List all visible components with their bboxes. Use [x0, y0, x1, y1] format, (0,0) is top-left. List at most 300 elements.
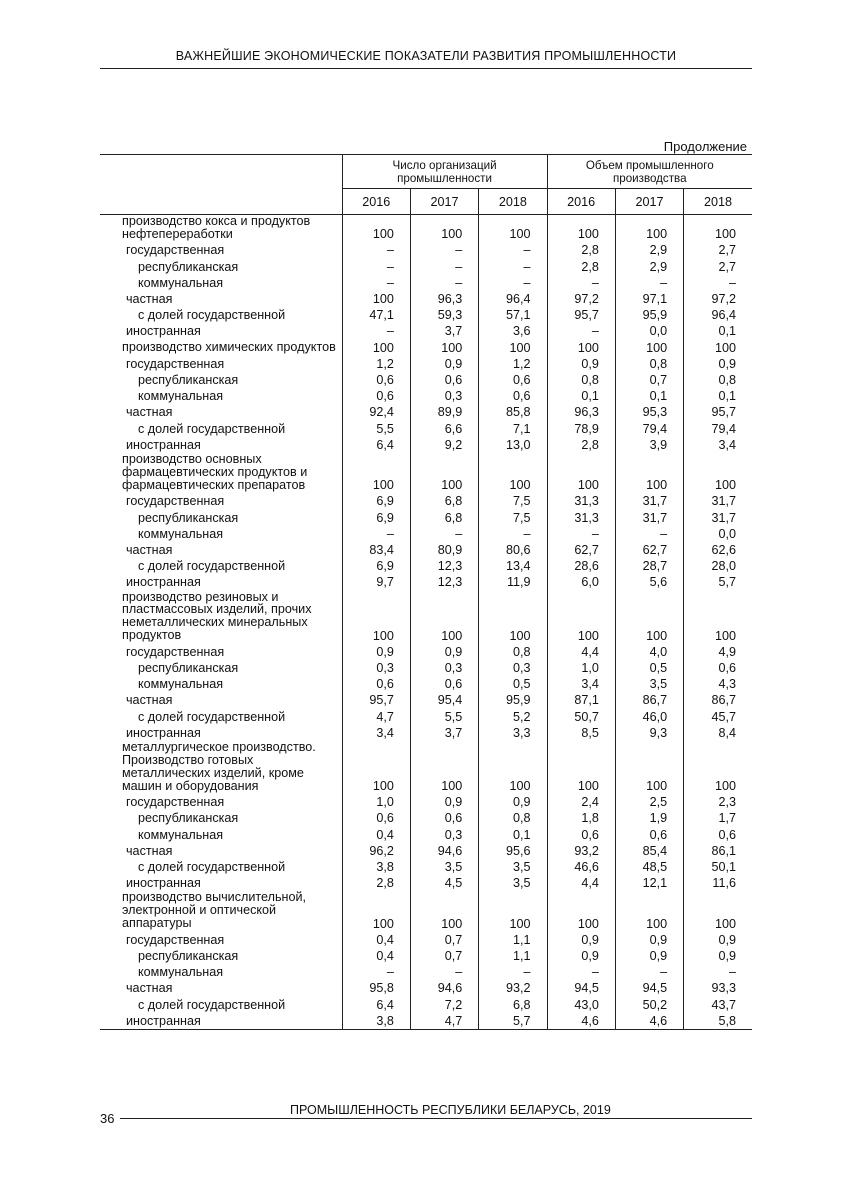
value-cell: 2,9 [615, 242, 683, 258]
value-cell: 0,9 [684, 356, 752, 372]
value-cell: 0,3 [342, 660, 410, 676]
value-cell: 31,7 [615, 493, 683, 509]
value-cell: – [615, 964, 683, 980]
value-cell: 3,7 [410, 323, 478, 339]
section-row [100, 891, 752, 931]
value-cell: 0,1 [547, 388, 615, 404]
value-cell: 1,0 [342, 794, 410, 810]
row-label: государственная [126, 932, 225, 947]
value-cell: 7,2 [410, 997, 478, 1013]
value-cell: – [684, 964, 752, 980]
value-cell: 100 [684, 591, 752, 644]
value-cell: 46,6 [547, 859, 615, 875]
value-cell: 2,8 [342, 875, 410, 891]
row-label: с долей государственной [138, 421, 286, 436]
value-cell: – [342, 323, 410, 339]
value-cell: 13,0 [479, 437, 547, 453]
value-cell: 95,9 [615, 307, 683, 323]
table-row [100, 794, 752, 810]
value-cell: 13,4 [479, 558, 547, 574]
value-cell: 5,8 [684, 1013, 752, 1030]
value-cell: 7,1 [479, 421, 547, 437]
value-cell: 95,4 [410, 692, 478, 708]
value-cell: 46,0 [615, 709, 683, 725]
value-cell: 1,9 [615, 810, 683, 826]
value-cell: 2,8 [547, 242, 615, 258]
value-cell: 97,1 [615, 291, 683, 307]
value-cell: 0,8 [615, 356, 683, 372]
value-cell: 12,3 [410, 558, 478, 574]
value-cell: 31,7 [684, 493, 752, 509]
value-cell: 100 [547, 453, 615, 493]
value-cell: 100 [547, 340, 615, 356]
industry-indicators-table [100, 154, 752, 1030]
value-cell: 5,2 [479, 709, 547, 725]
row-label: иностранная [126, 324, 201, 339]
value-cell: 0,9 [547, 948, 615, 964]
row-label: с долей государственной [138, 709, 286, 724]
value-cell: 100 [410, 591, 478, 644]
row-label: иностранная [126, 725, 201, 740]
value-cell: 100 [547, 591, 615, 644]
value-cell: 0,8 [684, 372, 752, 388]
row-label: иностранная [126, 876, 201, 891]
value-cell: 0,1 [479, 827, 547, 843]
value-cell: 9,3 [615, 725, 683, 741]
value-cell: 0,9 [342, 644, 410, 660]
value-cell: 100 [684, 741, 752, 794]
value-cell: 6,8 [410, 493, 478, 509]
row-label: частная [126, 292, 173, 307]
value-cell: 1,1 [479, 948, 547, 964]
table-row [100, 875, 752, 891]
value-cell: 97,2 [547, 291, 615, 307]
year-header: 2018 [479, 189, 547, 215]
value-cell: 100 [342, 215, 410, 243]
section-label: производство вычислительной, электронной и оптической аппаратуры [122, 890, 307, 931]
value-cell: 0,3 [410, 660, 478, 676]
section-row [100, 215, 752, 243]
value-cell: 96,4 [684, 307, 752, 323]
table-row [100, 510, 752, 526]
table-row [100, 307, 752, 323]
value-cell: 1,2 [479, 356, 547, 372]
value-cell: 4,5 [410, 875, 478, 891]
value-cell: – [615, 526, 683, 542]
value-cell: 2,5 [615, 794, 683, 810]
value-cell: 31,3 [547, 510, 615, 526]
value-cell: 0,1 [615, 388, 683, 404]
value-cell: 100 [615, 340, 683, 356]
row-label: государственная [126, 644, 225, 659]
year-header: 2017 [615, 189, 683, 215]
value-cell: 89,9 [410, 404, 478, 420]
value-cell: 0,6 [615, 827, 683, 843]
value-cell: 12,3 [410, 574, 478, 590]
section-label: производство основных фармацевтических продуктов и фармацевтических препаратов [122, 452, 308, 492]
row-label: коммунальная [138, 526, 224, 541]
value-cell: 62,6 [684, 542, 752, 558]
table-row [100, 323, 752, 339]
value-cell: 0,7 [410, 948, 478, 964]
value-cell: 94,5 [615, 980, 683, 996]
table-body [100, 215, 752, 1030]
table-row [100, 980, 752, 996]
value-cell: 28,0 [684, 558, 752, 574]
table-row [100, 356, 752, 372]
value-cell: 3,5 [479, 859, 547, 875]
value-cell: 4,7 [410, 1013, 478, 1030]
value-cell: 95,9 [479, 692, 547, 708]
value-cell: 47,1 [342, 307, 410, 323]
value-cell: 3,9 [615, 437, 683, 453]
value-cell: 100 [479, 741, 547, 794]
value-cell: 100 [479, 340, 547, 356]
value-cell: 0,9 [684, 948, 752, 964]
value-cell: 31,3 [547, 493, 615, 509]
page-number: 36 [100, 1111, 115, 1126]
value-cell: 3,3 [479, 725, 547, 741]
value-cell: – [410, 259, 478, 275]
value-cell: 100 [684, 215, 752, 243]
row-label: с долей государственной [138, 997, 286, 1012]
value-cell: 79,4 [684, 421, 752, 437]
value-cell: – [479, 526, 547, 542]
table-row [100, 574, 752, 590]
value-cell: 6,8 [410, 510, 478, 526]
row-label: с долей государственной [138, 860, 286, 875]
row-label: иностранная [100, 1013, 342, 1030]
value-cell: 57,1 [479, 307, 547, 323]
value-cell: 28,6 [547, 558, 615, 574]
value-cell: 100 [547, 891, 615, 931]
row-label: частная [126, 693, 173, 708]
value-cell: 100 [684, 891, 752, 931]
value-cell: 12,1 [615, 875, 683, 891]
value-cell: 0,8 [479, 810, 547, 826]
value-cell: 100 [615, 215, 683, 243]
value-cell: 0,9 [547, 932, 615, 948]
year-header: 2018 [684, 189, 752, 215]
value-cell: 6,9 [342, 558, 410, 574]
value-cell: 3,5 [479, 875, 547, 891]
value-cell: 80,6 [479, 542, 547, 558]
table-row [100, 404, 752, 420]
value-cell: 0,1 [684, 323, 752, 339]
value-cell: 100 [615, 741, 683, 794]
table-row [100, 810, 752, 826]
row-label: государственная [126, 356, 225, 371]
value-cell: 62,7 [547, 542, 615, 558]
row-label: государственная [126, 795, 225, 810]
value-cell: 100 [479, 591, 547, 644]
value-cell: 0,6 [342, 388, 410, 404]
row-label: коммунальная [138, 389, 224, 404]
value-cell: 95,7 [684, 404, 752, 420]
value-cell: 7,5 [479, 510, 547, 526]
value-cell: 78,9 [547, 421, 615, 437]
value-cell: 100 [479, 215, 547, 243]
value-cell: 50,2 [615, 997, 683, 1013]
value-cell: 6,6 [410, 421, 478, 437]
value-cell: – [410, 964, 478, 980]
row-label: частная [126, 405, 173, 420]
value-cell: 0,6 [479, 372, 547, 388]
row-label: коммунальная [138, 275, 224, 290]
row-label: республиканская [138, 510, 239, 525]
table-row [100, 372, 752, 388]
value-cell: 2,8 [547, 259, 615, 275]
value-cell: – [479, 259, 547, 275]
value-cell: 0,6 [547, 827, 615, 843]
value-cell: – [615, 275, 683, 291]
value-cell: 0,5 [479, 676, 547, 692]
value-cell: 2,4 [547, 794, 615, 810]
value-cell: 43,0 [547, 997, 615, 1013]
section-label: производство резиновых и пластмассовых изделий, прочих неметаллических минеральных продуктов [122, 589, 312, 643]
table-row [100, 558, 752, 574]
section-label: производство кокса и продуктов нефтепереработки [122, 214, 311, 241]
table-row [100, 843, 752, 859]
table-row [100, 242, 752, 258]
value-cell: – [342, 259, 410, 275]
value-cell: 6,0 [547, 574, 615, 590]
value-cell: 4,6 [547, 1013, 615, 1030]
value-cell: 4,3 [684, 676, 752, 692]
value-cell: 50,7 [547, 709, 615, 725]
value-cell: 100 [410, 891, 478, 931]
value-cell: 4,4 [547, 875, 615, 891]
value-cell: 62,7 [615, 542, 683, 558]
value-cell: 1,2 [342, 356, 410, 372]
value-cell: 0,8 [547, 372, 615, 388]
value-cell: 2,7 [684, 242, 752, 258]
value-cell: 94,5 [547, 980, 615, 996]
value-cell: 0,9 [479, 794, 547, 810]
value-cell: – [547, 275, 615, 291]
year-header: 2016 [547, 189, 615, 215]
value-cell: 0,9 [547, 356, 615, 372]
value-cell: 0,6 [342, 810, 410, 826]
row-label: республиканская [138, 373, 239, 388]
value-cell: 95,6 [479, 843, 547, 859]
value-cell: 5,5 [342, 421, 410, 437]
running-title: ВАЖНЕЙШИЕ ЭКОНОМИЧЕСКИЕ ПОКАЗАТЕЛИ РАЗВИТИЯ ПРОМЫШЛЕННОСТИ [175, 49, 677, 63]
value-cell: 0,6 [342, 372, 410, 388]
row-label: коммунальная [138, 965, 224, 980]
value-cell: 95,7 [547, 307, 615, 323]
value-cell: 0,6 [342, 676, 410, 692]
value-cell: 3,8 [342, 1013, 410, 1030]
section-row [100, 591, 752, 644]
value-cell: 0,4 [342, 932, 410, 948]
table-row [100, 421, 752, 437]
value-cell: 100 [342, 340, 410, 356]
section-row [100, 741, 752, 794]
value-cell: 31,7 [684, 510, 752, 526]
value-cell: 1,8 [547, 810, 615, 826]
value-cell: 5,7 [479, 1013, 547, 1030]
value-cell: 0,6 [410, 676, 478, 692]
value-cell: 6,9 [342, 493, 410, 509]
value-cell: 80,9 [410, 542, 478, 558]
value-cell: 86,1 [684, 843, 752, 859]
value-cell: 11,6 [684, 875, 752, 891]
value-cell: 4,0 [615, 644, 683, 660]
value-cell: 3,5 [615, 676, 683, 692]
value-cell: 93,2 [547, 843, 615, 859]
table-row [100, 709, 752, 725]
table-row [100, 259, 752, 275]
table-row [100, 859, 752, 875]
value-cell: 86,7 [615, 692, 683, 708]
value-cell: 3,4 [684, 437, 752, 453]
value-cell: 45,7 [684, 709, 752, 725]
table-row [100, 526, 752, 542]
value-cell: 87,1 [547, 692, 615, 708]
table-row [100, 964, 752, 980]
value-cell: 3,7 [410, 725, 478, 741]
value-cell: 11,9 [479, 574, 547, 590]
table-row [100, 388, 752, 404]
value-cell: 100 [615, 453, 683, 493]
value-cell: 0,6 [684, 660, 752, 676]
value-cell: 0,8 [479, 644, 547, 660]
value-cell: – [342, 964, 410, 980]
value-cell: 0,0 [615, 323, 683, 339]
value-cell: 48,5 [615, 859, 683, 875]
stub-header [100, 155, 342, 215]
value-cell: 96,3 [547, 404, 615, 420]
value-cell: – [547, 526, 615, 542]
value-cell: – [547, 964, 615, 980]
row-label: республиканская [138, 661, 239, 675]
value-cell: 1,0 [547, 660, 615, 676]
value-cell: 6,8 [479, 997, 547, 1013]
value-cell: 4,6 [615, 1013, 683, 1030]
value-cell: 100 [342, 453, 410, 493]
row-label: государственная [126, 494, 225, 509]
row-label: республиканская [138, 811, 239, 826]
value-cell: 0,3 [410, 388, 478, 404]
value-cell: 5,7 [684, 574, 752, 590]
value-cell: 96,2 [342, 843, 410, 859]
table-row [100, 437, 752, 453]
value-cell: 9,7 [342, 574, 410, 590]
value-cell: 3,8 [342, 859, 410, 875]
value-cell: 2,7 [684, 259, 752, 275]
year-header: 2017 [410, 189, 478, 215]
value-cell: 8,5 [547, 725, 615, 741]
row-label: частная [126, 981, 173, 996]
row-label: республиканская [138, 259, 239, 274]
value-cell: – [410, 242, 478, 258]
value-cell: 2,3 [684, 794, 752, 810]
value-cell: 0,6 [479, 388, 547, 404]
value-cell: 94,6 [410, 843, 478, 859]
row-label: иностранная [126, 575, 201, 590]
value-cell: 0,9 [410, 794, 478, 810]
table-row [100, 692, 752, 708]
row-label: государственная [126, 243, 225, 258]
value-cell: – [342, 242, 410, 258]
value-cell: 0,7 [615, 372, 683, 388]
value-cell: 100 [479, 891, 547, 931]
section-label: металлургическое производство. Производство готовых металлических изделий, кроме машин и оборудования [122, 740, 316, 793]
value-cell: 0,4 [342, 948, 410, 964]
value-cell: 3,4 [547, 676, 615, 692]
value-cell: 4,7 [342, 709, 410, 725]
value-cell: – [342, 275, 410, 291]
value-cell: 85,4 [615, 843, 683, 859]
table-row [100, 725, 752, 741]
value-cell: 100 [615, 891, 683, 931]
table-row [100, 660, 752, 676]
value-cell: 100 [547, 741, 615, 794]
value-cell: 92,4 [342, 404, 410, 420]
year-header: 2016 [342, 189, 410, 215]
footer-title: ПРОМЫШЛЕННОСТЬ РЕСПУБЛИКИ БЕЛАРУСЬ, 2019 [286, 1103, 615, 1117]
section-row [100, 340, 752, 356]
continuation-label: Продолжение [663, 139, 747, 154]
table-row [100, 291, 752, 307]
value-cell: – [342, 526, 410, 542]
value-cell: 0,5 [615, 660, 683, 676]
value-cell: 7,5 [479, 493, 547, 509]
value-cell: 100 [342, 741, 410, 794]
value-cell: 43,7 [684, 997, 752, 1013]
value-cell: 5,6 [615, 574, 683, 590]
value-cell: 0,9 [684, 932, 752, 948]
value-cell: 4,9 [684, 644, 752, 660]
table-row [100, 676, 752, 692]
row-label: частная [126, 542, 173, 557]
header-rule [100, 68, 752, 69]
value-cell: 0,3 [479, 660, 547, 676]
value-cell: 100 [547, 215, 615, 243]
value-cell: 8,4 [684, 725, 752, 741]
value-cell: 59,3 [410, 307, 478, 323]
value-cell: 0,3 [410, 827, 478, 843]
table-row [100, 644, 752, 660]
value-cell: 85,8 [479, 404, 547, 420]
value-cell: 3,4 [342, 725, 410, 741]
value-cell: 100 [410, 741, 478, 794]
value-cell: 0,9 [615, 948, 683, 964]
value-cell: 100 [684, 453, 752, 493]
value-cell: – [479, 242, 547, 258]
table-row [100, 827, 752, 843]
row-label: с долей государственной [138, 308, 286, 323]
value-cell: 2,8 [547, 437, 615, 453]
value-cell: 0,0 [684, 526, 752, 542]
value-cell: 100 [684, 340, 752, 356]
section-row [100, 453, 752, 493]
value-cell: – [410, 526, 478, 542]
value-cell: 0,6 [410, 810, 478, 826]
section-label: производство химических продуктов [122, 340, 336, 355]
row-label: с долей государственной [138, 559, 286, 574]
table-row [100, 997, 752, 1013]
value-cell: 96,4 [479, 291, 547, 307]
value-cell: 3,5 [410, 859, 478, 875]
table-row [100, 493, 752, 509]
row-label: коммунальная [138, 677, 224, 692]
value-cell: 1,1 [479, 932, 547, 948]
value-cell: 86,7 [684, 692, 752, 708]
value-cell: 4,4 [547, 644, 615, 660]
value-cell: – [479, 964, 547, 980]
